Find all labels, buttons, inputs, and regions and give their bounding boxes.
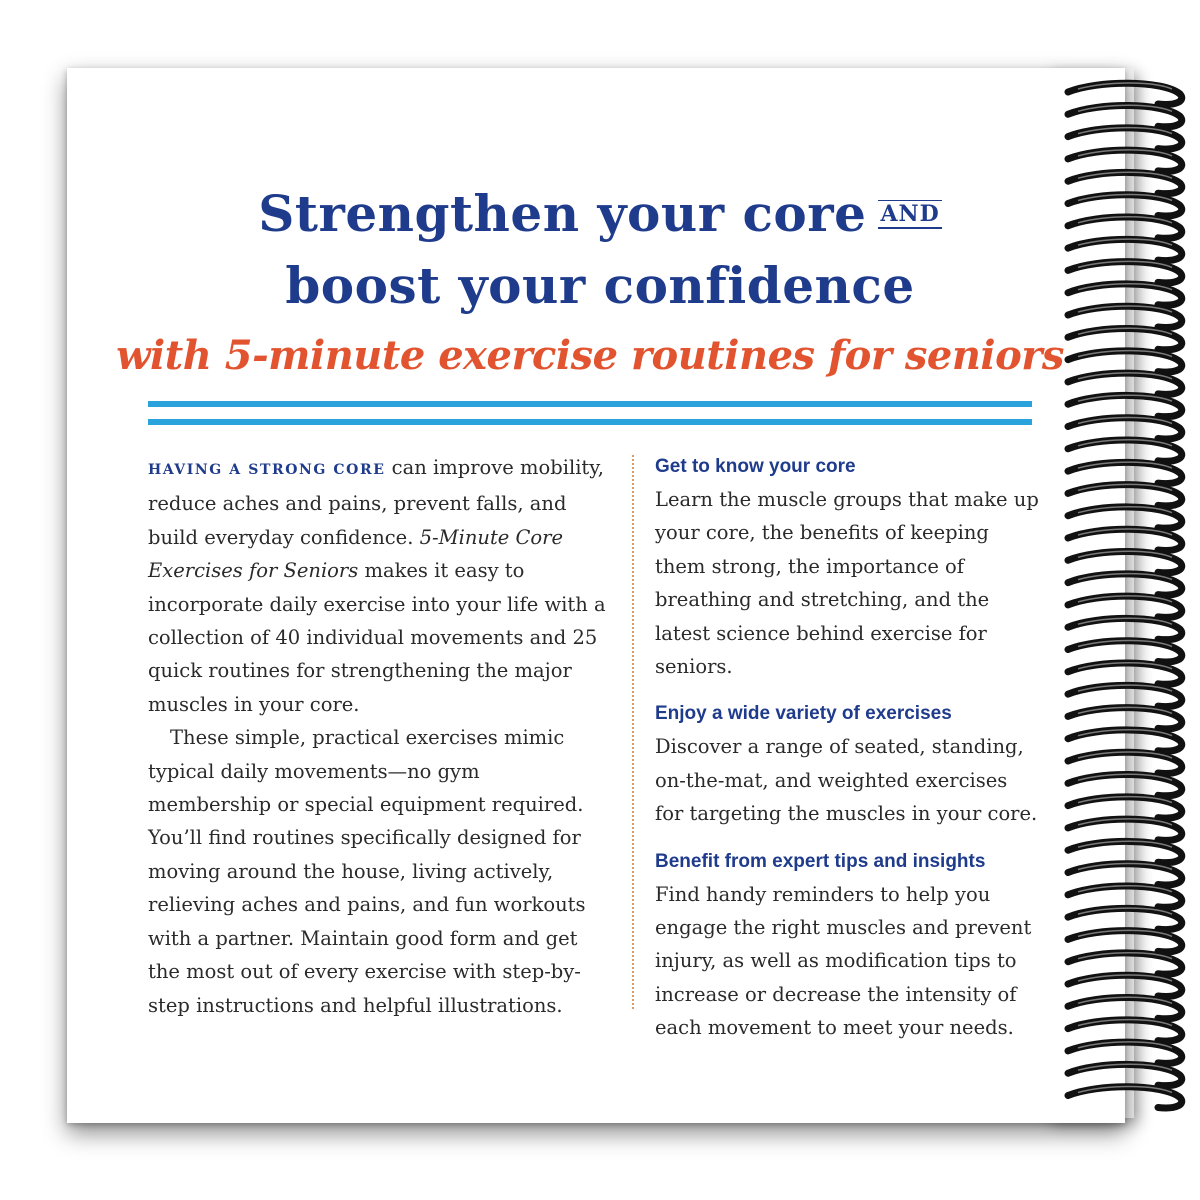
section-body-tips: Find handy reminders to help you engage the right muscles and prevent injury, as well as modification tips to increase or decrease the intensity of each movement to meet your needs. xyxy=(655,882,1032,1040)
intro-lead: HAVING A STRONG CORE xyxy=(148,462,386,478)
headline-line-1-text: Strengthen your core xyxy=(258,184,867,243)
column-divider xyxy=(632,455,634,1009)
intro-text-a: can improve mobility, reduce aches and pains, prevent falls, and build everyday confidence. xyxy=(148,456,604,549)
right-column xyxy=(655,451,1040,1060)
second-paragraph: These simple, practical exercises mimic typical daily movements—no gym membership or special equipment required. You’ll find routines specifically designed for moving around the house, living actively, relieving aches and pains, and fun workouts with a partner. Maintain good form and get the most out of every exercise with step-by-step instructions and helpful illustrations. xyxy=(148,726,586,1017)
tagline: with 5-minute exercise routines for seniors xyxy=(116,332,1064,379)
intro-paragraph xyxy=(148,451,608,721)
spiral-binding xyxy=(1058,78,1193,1118)
headline-and: AND xyxy=(880,201,940,227)
section-title-exercises: Enjoy a wide variety of exercises xyxy=(655,703,952,725)
blue-rule-bottom xyxy=(148,419,1032,425)
book-title: 5-Minute Core Exercises for Seniors xyxy=(148,525,564,583)
intro-text-b: makes it easy to incorporate daily exercise into your life with a collection of 40 individual movements and 25 quick routines for strengthening the major muscles in your core. xyxy=(148,559,606,716)
blue-rule-top xyxy=(148,401,1032,407)
section-title-tips: Benefit from expert tips and insights xyxy=(655,850,986,872)
section-title-core: Get to know your core xyxy=(655,456,856,477)
section-body-core: Learn the muscle groups that make up your core, the benefits of keeping them strong, the importance of breathing and stretching, and the latest science behind exercise for seniors. xyxy=(655,488,1039,679)
headline-line-2: boost your confidence xyxy=(285,256,915,315)
headline-line-1 xyxy=(0,178,1200,250)
left-column xyxy=(148,451,608,1022)
headline xyxy=(0,178,1200,322)
section-body-exercises: Discover a range of seated, standing, on-the-mat, and weighted exercises for targeting the muscles in your core. xyxy=(655,735,1038,826)
